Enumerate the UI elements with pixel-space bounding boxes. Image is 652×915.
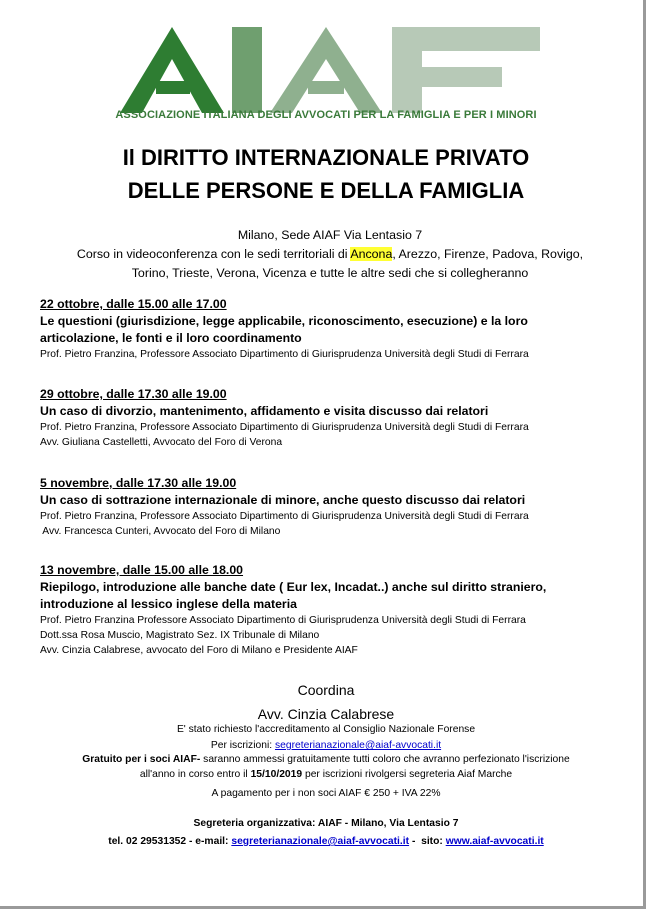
venue: Milano, Sede AIAF Via Lentasio 7: [237, 228, 423, 242]
venues-line-2: Torino, Trieste, Verona, Vicenza e tutte le altre sedi che si collegheranno: [131, 266, 529, 280]
session-speaker: Avv. Giuliana Castelletti, Avvocato del Foro di Verona: [40, 437, 283, 448]
venues-text: Corso in videoconferenza con le sedi territoriali di: [76, 247, 351, 261]
highlighted-city: Ancona: [350, 247, 393, 261]
session-speaker: Prof. Pietro Franzina, Professore Associato Dipartimento di Giurisprudenza Università degli Studi di Ferrara: [40, 511, 529, 522]
session-topic: Riepilogo, introduzione alle banche date ( Eur lex, Incadat..) anche sul diritto straniero,: [40, 580, 547, 594]
free-text-3: per iscrizioni rivolgersi segreteria Aiaf Marche: [302, 769, 513, 780]
session-speaker: Dott.ssa Rosa Muscio, Magistrato Sez. IX Tribunale di Milano: [40, 630, 320, 641]
site-label: - sito:: [409, 836, 446, 847]
intro: [30, 226, 630, 283]
session-topic: Le questioni (giurisdizione, legge applicabile, riconoscimento, esecuzione) e la loro: [40, 314, 528, 328]
website-link[interactable]: www.aiaf-avvocati.it: [445, 836, 544, 847]
association-name: ASSOCIAZIONE ITALIANA DEGLI AVVOCATI PER LA FAMIGLIA E PER I MINORI: [115, 109, 537, 121]
free-text: saranno ammessi gratuitamente tutti coloro che avranno perfezionato l'iscrizione: [200, 754, 570, 765]
session-1: [40, 296, 630, 362]
fee-line: A pagamento per i non soci AIAF € 250 + IVA 22%: [211, 788, 441, 799]
accreditation-note: E' stato richiesto l'accreditamento al Consiglio Nazionale Forense: [176, 724, 476, 735]
session-date: 22 ottobre, dalle 15.00 alle 17.00: [40, 297, 227, 311]
registration-label: Per iscrizioni:: [210, 740, 275, 751]
title-line-2: DELLE PERSONE E DELLA FAMIGLIA: [127, 178, 525, 203]
venues-line: [30, 245, 630, 264]
session-speaker: Avv. Francesca Cunteri, Avvocato del Foro di Milano: [40, 526, 281, 537]
session-date: 29 ottobre, dalle 17.30 alle 19.00: [40, 387, 227, 401]
session-topic: Un caso di divorzio, mantenimento, affidamento e visita discusso dai relatori: [40, 404, 489, 418]
session-date: 5 novembre, dalle 17.30 alle 19.00: [40, 476, 237, 490]
contacts-line: [0, 834, 652, 849]
free-text-2: all'anno in corso entro il: [139, 769, 251, 780]
aiaf-logo: [120, 25, 540, 115]
secretariat: Segreteria organizzativa: AIAF - Milano, Via Lentasio 7: [193, 818, 459, 829]
contact-email-link[interactable]: segreterianazionale@aiaf-avvocati.it: [231, 836, 410, 847]
coordinator-name: Avv. Cinzia Calabrese: [257, 706, 395, 722]
session-speaker: Prof. Pietro Franzina, Professore Associato Dipartimento di Giurisprudenza Università degli Studi di Ferrara: [40, 349, 529, 360]
session-3: [40, 475, 630, 539]
session-speaker: Avv. Cinzia Calabrese, avvocato del Foro di Milano e Presidente AIAF: [40, 645, 358, 656]
session-date: 13 novembre, dalle 15.00 alle 18.00: [40, 563, 244, 577]
session-4: [40, 562, 630, 658]
registration-line: [0, 738, 652, 753]
phone-label: tel. 02 29531352 - e-mail:: [108, 836, 232, 847]
session-speaker: Prof. Pietro Franzina Professore Associato Dipartimento di Giurisprudenza Università degli Studi di Ferrara: [40, 615, 526, 626]
session-topic: Un caso di sottrazione internazionale di minore, anche questo discusso dai relatori: [40, 493, 526, 507]
registration-email-link[interactable]: segreterianazionale@aiaf-avvocati.it: [274, 740, 442, 751]
deadline-date: 15/10/2019: [250, 769, 303, 780]
session-2: [40, 386, 630, 450]
session-speaker: Prof. Pietro Franzina, Professore Associato Dipartimento di Giurisprudenza Università degli Studi di Ferrara: [40, 422, 529, 433]
coordina-label: Coordina: [297, 682, 355, 698]
session-topic: articolazione, le fonti e il loro coordinamento: [40, 331, 302, 345]
free-for-members: [0, 752, 652, 782]
session-topic: introduzione al lessico inglese della materia: [40, 597, 297, 611]
venues-text-after: , Arezzo, Firenze, Padova, Rovigo,: [392, 247, 584, 261]
free-label: Gratuito per i soci AIAF-: [82, 754, 201, 765]
title-line-1: Il DIRITTO INTERNAZIONALE PRIVATO: [122, 145, 530, 170]
